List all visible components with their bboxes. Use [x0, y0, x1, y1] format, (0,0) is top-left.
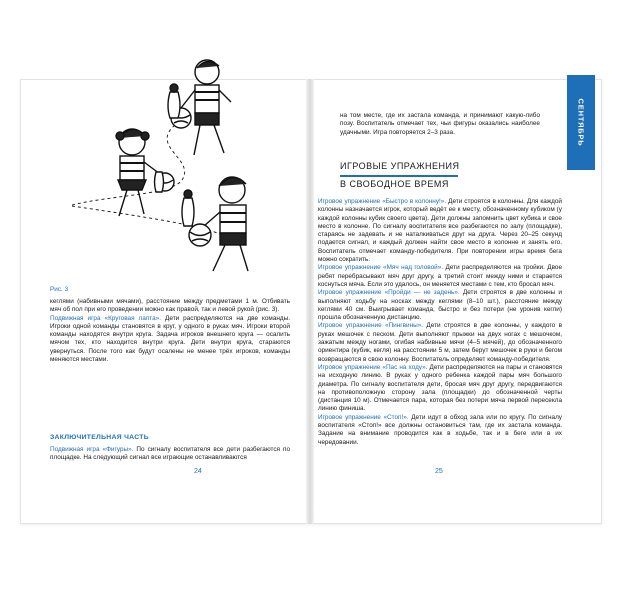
exercise-text: Дети распределяются на пары и становятся на исходную линию. В руках у одного ребенка каждой пары мяч большого диаметра. По сигналу воспитателя дети, бросая мяч друг другу, передвигаются на противоположную сторону зала (площадки) до обозначенной черты (дистанция 10 м). Отмечается пара, которая без потери мяча первой пересекла линию финиша. — [318, 363, 562, 413]
exercise-text: Дети строятся в колонны. Для каждой колонны назначается игрок, который ведёт ее к месту, обозначенному кубиком (у каждой колонны кубик своего цвета). Дети должны запомнить цвет кубика и свое место в колонне. По сигналу воспитателя все разбегаются по залу (площадке), стараясь не задевать и не наталкиваться друг на друга. Через 20–25 секунд подается сигнал, и каждый должен найти свое место в колонне и занять его. Воспитатель отмечает команду-победителя. При повторении игры время бега можно сократить. — [318, 198, 562, 264]
figure-caption: Рис. 3 — [50, 286, 69, 293]
exercise-label: Игровое упражнение «Быстро в колонну!». — [318, 198, 447, 205]
game-text: Дети распределяются на две команды. Игроки одной команды становятся в круг, у одного в руках мяч. Игроки второй команды находятся внутри круга. Задача игроков внешнего круга — осалить мячом тех, кто находится внутри круга. Дети внутри круга, стараются увернуться. После того как будут осалены не менее трёх игроков, команды меняются местами. — [50, 314, 291, 364]
heading-rule — [340, 175, 458, 177]
paragraph-text: кеглями (набивными мячами), расстояние между предметами 1 м. Отбивать мяч об пол при его проведении можно как правой, так и левой рукой (рис. 3). — [50, 298, 290, 314]
left-paragraph-2 — [50, 446, 290, 463]
month-side-tab — [567, 75, 595, 170]
game-figury — [50, 446, 290, 463]
exercise-pingviny — [318, 322, 562, 363]
exercise-bystro — [318, 198, 562, 264]
exercise-proydi — [318, 289, 562, 322]
exercise-pas — [318, 364, 562, 414]
exercise-text: Дети строятся в две колонны и выполняют ходьбу на носках между кеглями (8–10 шт.), расстояние между кеглями 40 см. Выигрывает команда, быстро и без потери (не уронив кегли) прошла обозначенную дистанцию. — [318, 289, 563, 322]
heading-line-2: В СВОБОДНОЕ ВРЕМЯ — [340, 179, 449, 189]
right-intro: на том месте, где их застала команда, и принимают какую-либо позу. Воспитатель отмечает тех, чьи фигуры оказались наиболее удачными. Игра повторяется 2–3 раза. — [340, 112, 540, 136]
exercise-myach — [318, 264, 562, 289]
section-title: ЗАКЛЮЧИТЕЛЬНАЯ ЧАСТЬ — [50, 434, 149, 441]
heading-line-1: ИГРОВЫЕ УПРАЖНЕНИЯ — [340, 161, 460, 171]
exercise-text: Дети распределяются на тройки. Двое ребят перебрасывают мяч друг другу, а третий стоит между ними и старается коснуться мяча. Если это удалось, он меняется местами с тем, кто бросал мяч. — [318, 264, 563, 288]
game-text: По сигналу воспитателя все дети разбегаются по площадке. На следующий сигнал все играющие останавливаются — [50, 446, 290, 462]
exercise-text: Дети строятся в две колонны, у каждого в руках мешочек с песком. Дети выполняют прыжки на двух ногах с мешочком, зажатым между ногами, огибая набивные мячи (4–5 мячей), до обозначенного ориентира (кубик, кегля) на расстоянии 5 м, затем берут мешочек в руки и бегом возвращаются в свою колонну. Воспитатель определяет команду-победителя. — [318, 322, 562, 363]
left-paragraph-1 — [50, 298, 290, 364]
exercise-label: Игровое упражнение «Пингвины». — [318, 322, 424, 330]
game-label: Подвижная игра «Круговая лапта». — [50, 314, 162, 322]
game-krugovaya-lapta — [50, 315, 290, 365]
exercise-label: Игровое упражнение «Мяч над головой». — [318, 264, 444, 272]
game-label: Подвижная игра «Фигуры». — [50, 446, 134, 453]
section-heading — [340, 160, 460, 191]
exercise-stop — [318, 414, 562, 447]
page-number-right: 25 — [435, 468, 443, 475]
exercise-label: Игровое упражнение «Пройди — не задень». — [318, 289, 460, 297]
month-tab-label: СЕНТЯБРЬ — [576, 98, 586, 147]
children-dribbling-illustration — [32, 30, 287, 285]
exercise-label: Игровое упражнение «Стоп!». — [318, 413, 409, 421]
page-number-left: 24 — [194, 468, 202, 475]
book-gutter — [306, 79, 314, 524]
right-exercises — [318, 198, 562, 447]
exercise-text: Дети идут в обход зала или по кругу. По сигналу воспитателя «Стоп!» все должны остановиться там, где их застала команда. Задание на внимание проводится как в ходьбе, так и в беге или в их чередовании. — [318, 413, 562, 446]
exercise-label: Игровое упражнение «Пас на ходу». — [318, 363, 428, 371]
